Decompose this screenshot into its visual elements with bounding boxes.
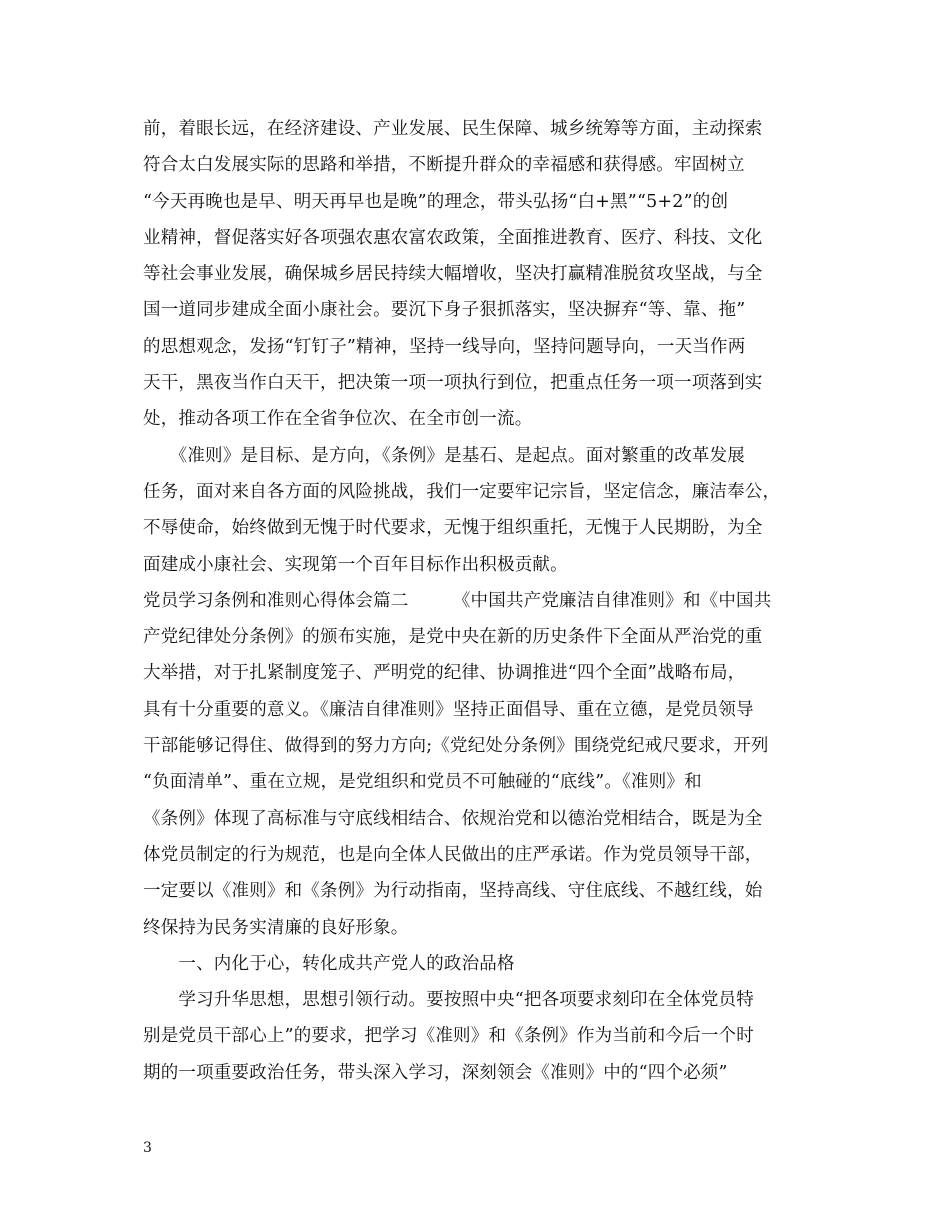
text-line: 《条例》体现了高标准与守底线相结合、依规治党和以德治党相结合，既是为全 bbox=[143, 808, 763, 829]
text-line: 前，着眼长远，在经济建设、产业发展、民生保障、城乡统筹等方面，主动探索 bbox=[143, 119, 763, 139]
text-line: 产党纪律处分条例》的颁布实施，是党中央在新的历史条件下全面从严治党的重 bbox=[143, 627, 763, 648]
text-line: 终保持为民务实清廉的良好形象。 bbox=[143, 917, 409, 938]
text-line: “负面清单”、重在立规，是党组织和党员不可触碰的“底线”。《准则》和 bbox=[143, 772, 702, 793]
text-line: 不辱使命，始终做到无愧于时代要求，无愧于组织重托，无愧于人民期盼，为全 bbox=[143, 518, 763, 539]
text-line: 一、内化于心，转化成共产党人的政治品格 bbox=[143, 953, 515, 974]
text-line: 的思想观念，发扬“钉钉子”精神，坚持一线导向，坚持问题导向，一天当作两 bbox=[143, 336, 746, 357]
body-text bbox=[143, 111, 823, 1091]
text-line: 国一道同步建成全面小康社会。要沉下身子狠抓落实，坚决摒弃“等、靠、拖” bbox=[143, 300, 746, 321]
text-line: 干部能够记得住、做得到的努力方向;《党纪处分条例》围绕党纪戒尺要求，开列 bbox=[143, 736, 769, 757]
text-line: 《准则》是目标、是方向，《条例》是基石、是起点。面对繁重的改革发展 bbox=[143, 445, 745, 466]
text-line: 别是党员干部心上”的要求，把学习《准则》和《条例》作为当前和今后一个时 bbox=[143, 1026, 754, 1047]
text-line: 期的一项重要政治任务，带头深入学习，深刻领会《准则》中的“四个必须” bbox=[143, 1062, 728, 1083]
text-line: 处，推动各项工作在全省争位次、在全市创一流。 bbox=[143, 409, 533, 430]
text-line: 任务，面对来自各方面的风险挑战，我们一定要牢记宗旨，坚定信念，廉洁奉公， bbox=[143, 481, 781, 502]
text-line: 大举措，对于扎紧制度笼子、严明党的纪律、协调推进“四个全面”战略布局， bbox=[143, 663, 746, 684]
text-line: “今天再晚也是早、明天再早也是晚”的理念，带头弘扬“白+黑”“5+2”的创 bbox=[143, 191, 729, 212]
text-line: 符合太白发展实际的思路和举措，不断提升群众的幸福感和获得感。牢固树立 bbox=[143, 155, 745, 176]
text-line: 等社会事业发展，确保城乡居民持续大幅增收，坚决打赢精准脱贫攻坚战，与全 bbox=[143, 264, 763, 285]
text-line: 业精神，督促落实好各项强农惠农富农政策，全面推进教育、医疗、科技、文化 bbox=[143, 227, 763, 248]
text-line: 面建成小康社会、实现第一个百年目标作出积极贡献。 bbox=[143, 554, 568, 575]
page-number: 3 bbox=[143, 1140, 152, 1156]
text-line: 天干，黑夜当作白天干，把决策一项一项执行到位，把重点任务一项一项落到实 bbox=[143, 373, 763, 394]
text-line: 党员学习条例和准则心得体会篇二 《中国共产党廉洁自律准则》和《中国共 bbox=[143, 590, 772, 611]
text-line: 学习升华思想，思想引领行动。要按照中央“把各项要求刻印在全体党员特 bbox=[143, 990, 754, 1011]
text-line: 一定要以《准则》和《条例》为行动指南，坚持高线、守住底线、不越红线，始 bbox=[143, 881, 763, 902]
text-line: 体党员制定的行为规范，也是向全体人民做出的庄严承诺。作为党员领导干部， bbox=[143, 844, 763, 865]
text-line: 具有十分重要的意义。《廉洁自律准则》坚持正面倡导、重在立德，是党员领导 bbox=[143, 699, 754, 720]
